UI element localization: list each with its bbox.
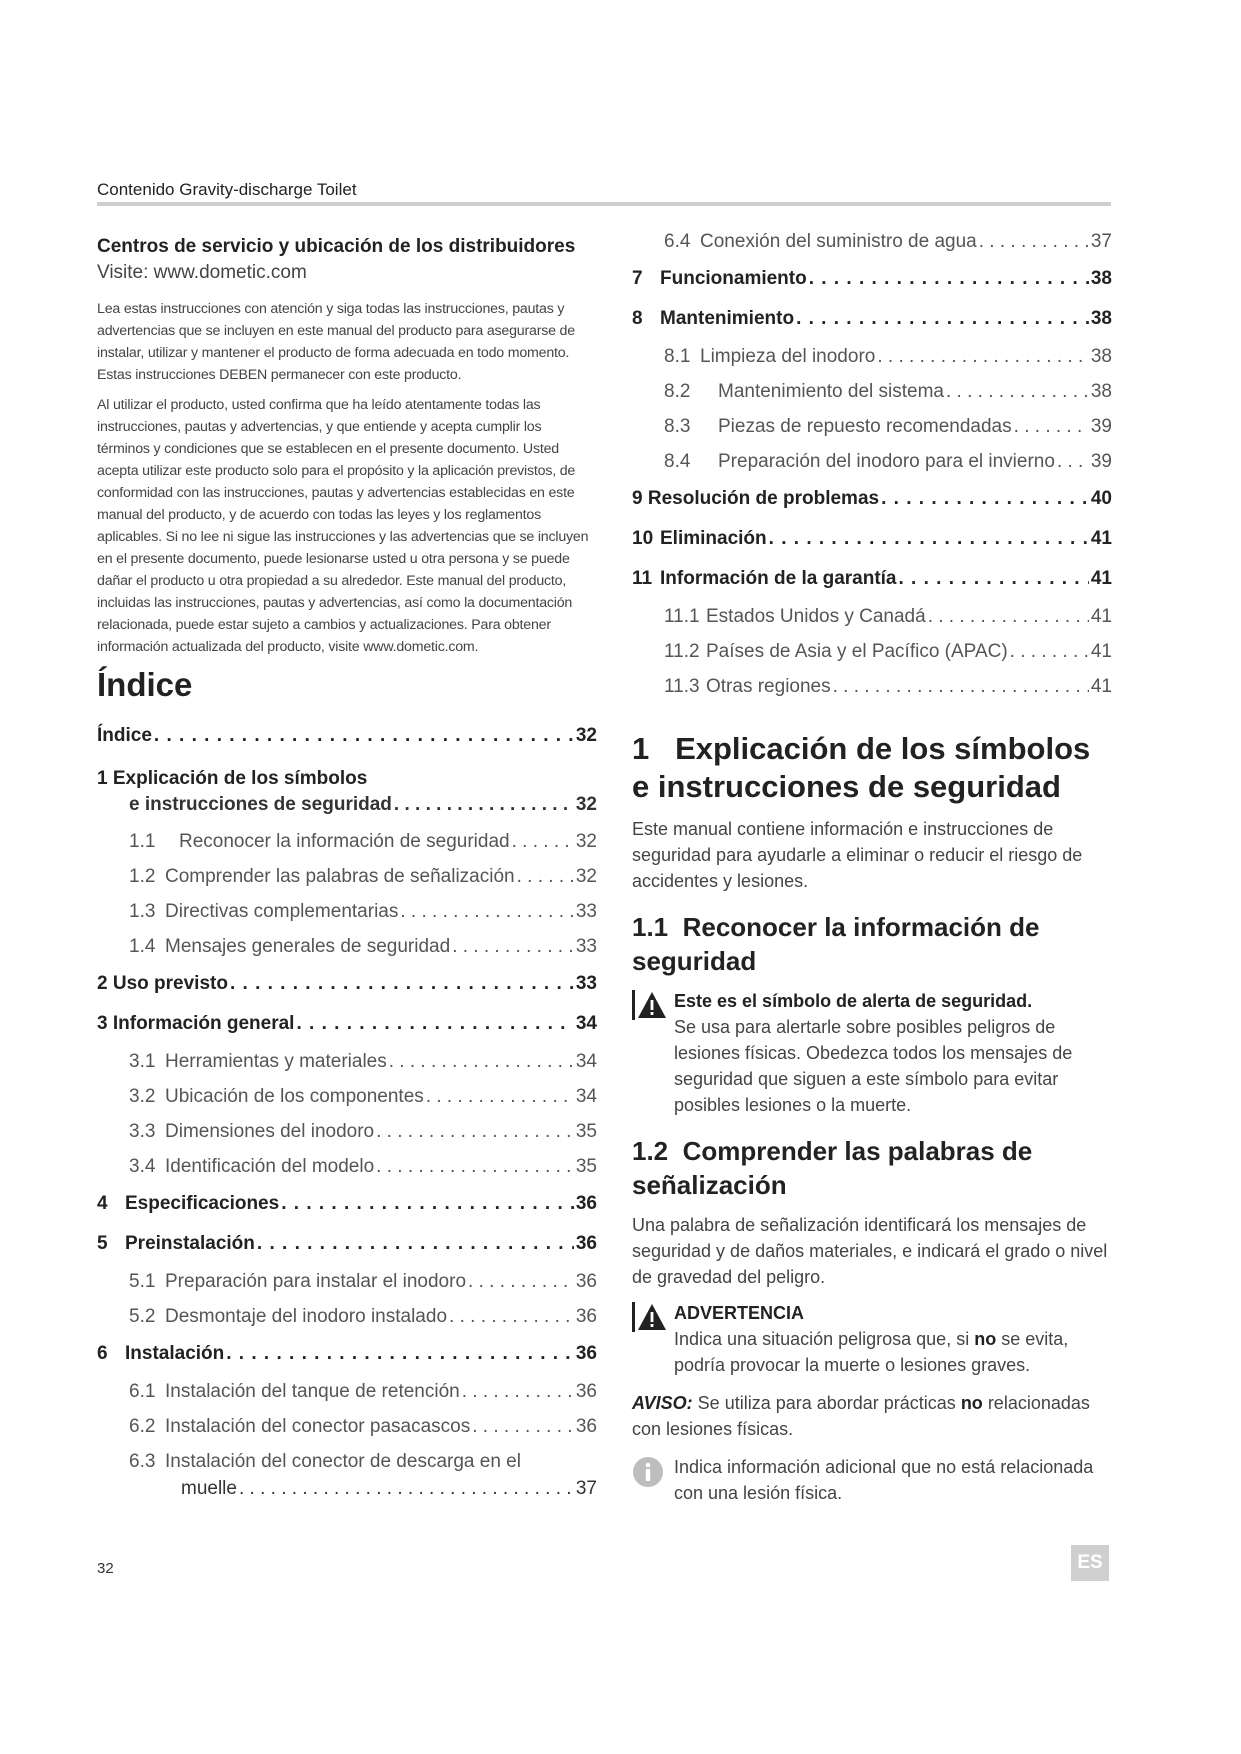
section-1-intro: Este manual contiene información e instrucciones de seguridad para ayudarle a eliminar o reducir el riesgo de accidentes y lesiones. — [632, 819, 1083, 891]
warning-block — [632, 1300, 1112, 1378]
toc-entry-6-2[interactable]: 6.2 Instalación del conector pasacascos . . . 36 — [97, 1409, 597, 1444]
service-paragraph-1: Lea estas instrucciones con atención y siga todas las instrucciones, pautas y advertencias que se incluyen en este manual del producto para asegurarse de instalar, utilizar y mantener el producto de forma adecuada en todo momento. Estas instrucciones DEBEN permanecer con este producto. — [97, 301, 575, 383]
section-1-2-heading: 1.2 Comprender las palabras de señalización — [632, 1136, 1040, 1200]
toc-entry-6[interactable]: 6 Instalación . . . 36 — [97, 1334, 597, 1374]
toc-entry-7[interactable]: 7 Funcionamiento . . . 38 — [632, 259, 1112, 299]
toc-entry-3-4[interactable]: 3.4 Identificación del modelo . . . 35 — [97, 1149, 597, 1184]
toc-entry-1[interactable]: 1 Explicación de los símbolos e instrucciones de seguridad . . . 32 — [97, 766, 597, 818]
toc-entry-3-3[interactable]: 3.3 Dimensiones del inodoro . . . 35 — [97, 1114, 597, 1149]
warning-triangle-icon — [632, 1300, 674, 1378]
toc-entry-8-2[interactable]: 8.2 Mantenimiento del sistema . . . 38 — [632, 374, 1112, 409]
toc-heading: Índice — [97, 666, 193, 703]
toc-entry-3-1[interactable]: 3.1 Herramientas y materiales . . . 34 — [97, 1044, 597, 1079]
toc-entry-11-1[interactable]: 11.1 Estados Unidos y Canadá . . . 41 — [632, 599, 1112, 634]
toc-entry-10[interactable]: 10 Eliminación . . . 41 — [632, 519, 1112, 559]
toc-entry-9[interactable]: 9 Resolución de problemas . . . 40 — [632, 479, 1112, 519]
section-1-heading: 1 Explicación de los símbolos e instrucciones de seguridad — [632, 731, 1091, 804]
toc-entry-11-2[interactable]: 11.2 Países de Asia y el Pacífico (APAC) . . . 41 — [632, 634, 1112, 669]
toc-entry-1-1[interactable]: 1.1 Reconocer la información de seguridad . . . 32 — [97, 824, 597, 859]
header-rule — [97, 202, 1111, 206]
info-icon — [632, 1454, 674, 1506]
toc-entry-11-3[interactable]: 11.3 Otras regiones . . . 41 — [632, 669, 1112, 704]
toc-entry-8-4[interactable]: 8.4 Preparación del inodoro para el invierno . . . 39 — [632, 444, 1112, 479]
toc-entry-6-3[interactable]: 6.3 Instalación del conector de descarga en el muelle . . . 37 — [97, 1448, 597, 1502]
toc-entry-3-2[interactable]: 3.2 Ubicación de los componentes . . . 34 — [97, 1079, 597, 1114]
service-visit: Visite: www.dometic.com — [97, 262, 307, 283]
service-paragraph-2: Al utilizar el producto, usted confirma que ha leído atentamente todas las instrucciones, pautas y advertencias, y que entiende y acepta cumplir los términos y condiciones que se establecen en el presente documento. Usted acepta utilizar este producto solo para el propósito y la aplicación previstos, de conformidad con las instrucciones, pautas y advertencias establecidas en este manual del producto, y de acuerdo con todas las leyes y los reglamentos aplicables. Si no lee ni sigue las instrucciones y las advertencias que se incluyen en el presente documento, puede lesionarse usted u otra persona y se puede dañar el producto u otra propiedad a su alrededor. Este manual del producto, incluidas las instrucciones, pautas y advertencias, así como la documentación relacionada, puede estar sujeto a cambios y actualizaciones. Para obtener información actualizada del producto, visite www.dometic.com. — [97, 397, 589, 655]
running-header: Contenido Gravity-discharge Toilet — [97, 180, 357, 199]
toc-entry-1-2[interactable]: 1.2 Comprender las palabras de señalización . . . 32 — [97, 859, 597, 894]
toc-entry-1-3[interactable]: 1.3 Directivas complementarias . . . 33 — [97, 894, 597, 929]
toc-entry-5-2[interactable]: 5.2 Desmontaje del inodoro instalado . . . 36 — [97, 1299, 597, 1334]
toc-entry-8-1[interactable]: 8.1 Limpieza del inodoro . . . 38 — [632, 339, 1112, 374]
warning-title: ADVERTENCIA — [674, 1303, 805, 1323]
aviso-note: AVISO: Se utiliza para abordar prácticas no relacionadas con lesiones físicas. — [632, 1393, 1090, 1439]
toc-entry-2[interactable]: 2 Uso previsto . . . 33 — [97, 964, 597, 1004]
toc-entry-3[interactable]: 3 Información general . . . 34 — [97, 1004, 597, 1044]
toc-entry-5-1[interactable]: 5.1 Preparación para instalar el inodoro . . . 36 — [97, 1264, 597, 1299]
safety-alert — [632, 988, 1112, 1118]
alert-title: Este es el símbolo de alerta de seguridad. — [674, 991, 1033, 1011]
left-column — [97, 232, 597, 1502]
alert-text: Se usa para alertarle sobre posibles peligros de lesiones físicas. Obedezca todos los mensajes de seguridad que siguen a este símbolo para evitar posibles lesiones o la muerte. — [674, 1017, 1073, 1115]
service-title: Centros de servicio y ubicación de los distribuidores — [97, 236, 576, 257]
toc-entry-1-4[interactable]: 1.4 Mensajes generales de seguridad . . . 33 — [97, 929, 597, 964]
warning-text: Indica una situación peligrosa que, si no se evita, podría provocar la muerte o lesiones graves. — [674, 1329, 1069, 1375]
language-tab: ES — [1071, 1545, 1109, 1581]
toc-entry-5[interactable]: 5 Preinstalación . . . 36 — [97, 1224, 597, 1264]
toc-entry-4[interactable]: 4 Especificaciones . . . 36 — [97, 1184, 597, 1224]
right-column — [632, 232, 1112, 1516]
toc-entry-indice[interactable]: Índice . . . 32 — [97, 716, 597, 756]
section-1-1-heading: 1.1 Reconocer la información de seguridad — [632, 912, 1047, 976]
info-block — [632, 1454, 1112, 1506]
toc-entry-8-3[interactable]: 8.3 Piezas de repuesto recomendadas . . . 39 — [632, 409, 1112, 444]
toc-entry-6-1[interactable]: 6.1 Instalación del tanque de retención . . . 36 — [97, 1374, 597, 1409]
page-number: 32 — [97, 1560, 114, 1577]
warning-triangle-icon — [632, 988, 674, 1118]
section-1-2-intro: Una palabra de señalización identificará los mensajes de seguridad y de daños materiales, e indicará el grado o nivel de gravedad del peligro. — [632, 1215, 1108, 1287]
info-text: Indica información adicional que no está relacionada con una lesión física. — [674, 1457, 1094, 1503]
toc-entry-11[interactable]: 11 Información de la garantía . . . 41 — [632, 559, 1112, 599]
toc-entry-8[interactable]: 8 Mantenimiento . . . 38 — [632, 299, 1112, 339]
toc-entry-6-4[interactable]: 6.4 Conexión del suministro de agua . . . 37 — [632, 224, 1112, 259]
